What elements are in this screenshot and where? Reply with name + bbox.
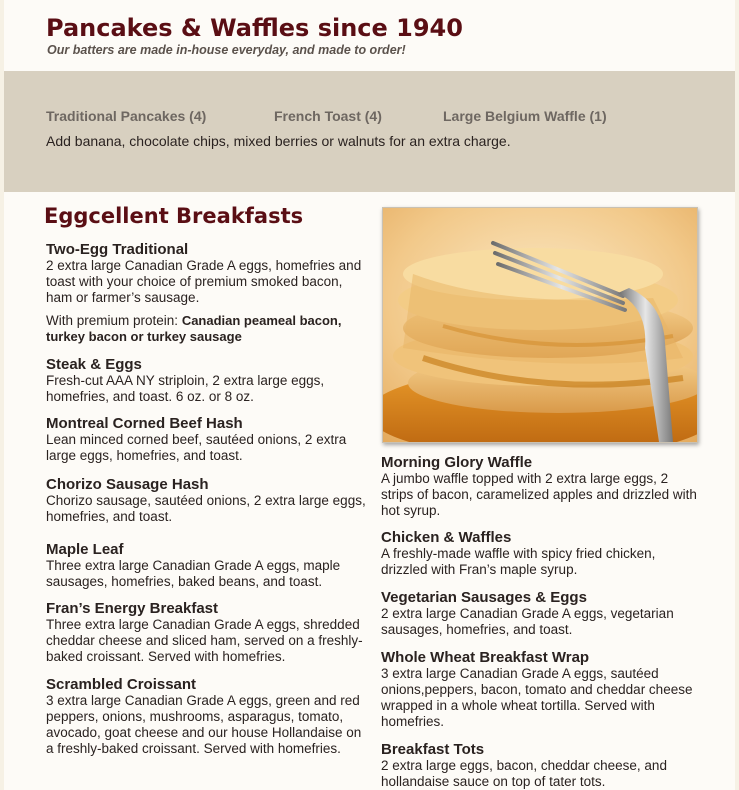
- menu-item: [46, 677, 366, 757]
- menu-item-description: A freshly-made waffle with spicy fried chicken, drizzled with Fran’s maple syrup.: [381, 546, 656, 577]
- menu-item-name: Two-Egg Traditional: [46, 241, 189, 258]
- menu-item: [46, 542, 366, 590]
- menu-item: [46, 242, 366, 345]
- menu-item-name: Montreal Corned Beef Hash: [46, 415, 243, 432]
- menu-item-description: Chorizo sausage, sautéed onions, 2 extra large eggs, homefries, and toast.: [46, 493, 366, 524]
- menu-item-name: Chicken & Waffles: [381, 529, 512, 546]
- menu-item-description: Fresh-cut AAA NY striploin, 2 extra large eggs, homefries, and toast. 6 oz. or 8 oz.: [46, 373, 325, 404]
- premium-protein-note: [46, 313, 366, 345]
- menu-item: [46, 477, 366, 525]
- menu-item-description: 2 extra large Canadian Grade A eggs, homefries and toast with your choice of premium smoked bacon, ham or farmer’s sausage.: [46, 258, 362, 305]
- menu-item: [46, 357, 366, 405]
- page-subtitle: Our batters are made in-house everyday, and made to order!: [47, 43, 406, 57]
- add-on-note: Add banana, chocolate chips, mixed berries or walnuts for an extra charge.: [46, 133, 511, 149]
- menu-item: [381, 650, 701, 730]
- menu-item-description: Three extra large Canadian Grade A eggs, shredded cheddar cheese and sliced ham, served on a freshly-baked croissant. Served with homefries.: [46, 617, 363, 664]
- menu-item-name: Maple Leaf: [46, 541, 124, 558]
- menu-header: [4, 0, 735, 71]
- menu-item: [381, 590, 701, 638]
- category-belgium-waffle: Large Belgium Waffle (1): [443, 108, 607, 124]
- premium-label: With premium protein:: [46, 313, 179, 328]
- menu-item-name: Vegetarian Sausages & Eggs: [381, 589, 587, 606]
- menu-item-description: A jumbo waffle topped with 2 extra large eggs, 2 strips of bacon, caramelized apples and drizzled with hot syrup.: [381, 471, 697, 518]
- menu-item-name: Morning Glory Waffle: [381, 454, 533, 471]
- section-title: Eggcellent Breakfasts: [44, 204, 304, 228]
- menu-item-description: 3 extra large Canadian Grade A eggs, green and red peppers, onions, mushrooms, asparagus, tomato, avocado, goat cheese and our house Hollandaise on a freshly-baked croissant. Served with homefries.: [46, 693, 362, 756]
- menu-item-description: 3 extra large Canadian Grade A eggs, sautéed onions,peppers, bacon, tomato and cheddar cheese wrapped in a whole wheat tortilla. Served with homefries.: [381, 666, 693, 729]
- menu-item-description: Lean minced corned beef, sautéed onions, 2 extra large eggs, homefries, and toast.: [46, 432, 347, 463]
- menu-item-name: Breakfast Tots: [381, 741, 485, 758]
- menu-item-name: Steak & Eggs: [46, 356, 142, 373]
- menu-item: [46, 416, 366, 464]
- menu-item: [381, 742, 701, 790]
- menu-item-name: Chorizo Sausage Hash: [46, 476, 209, 493]
- premium-options: Canadian peameal bacon, turkey bacon or turkey sausage: [46, 313, 342, 344]
- category-french-toast: French Toast (4): [274, 108, 382, 124]
- pancake-stack-image: [383, 208, 697, 442]
- menu-item: [381, 455, 701, 519]
- menu-item-description: 2 extra large eggs, bacon, cheddar cheese, and hollandaise sauce on top of tater tots.: [381, 758, 667, 789]
- menu-item: [46, 601, 366, 665]
- menu-item-name: Whole Wheat Breakfast Wrap: [381, 649, 590, 666]
- menu-item-name: Scrambled Croissant: [46, 676, 197, 693]
- menu-item-name: Fran’s Energy Breakfast: [46, 600, 219, 617]
- menu-item-description: 2 extra large Canadian Grade A eggs, vegetarian sausages, homefries, and toast.: [381, 606, 674, 637]
- pancake-photo: [382, 207, 698, 443]
- page-title: Pancakes & Waffles since 1940: [46, 14, 463, 42]
- pancake-waffle-band: [4, 71, 735, 192]
- category-traditional-pancakes: Traditional Pancakes (4): [46, 108, 207, 124]
- menu-item-description: Three extra large Canadian Grade A eggs, maple sausages, homefries, baked beans, and toast.: [46, 558, 341, 589]
- menu-item: [381, 530, 701, 578]
- menu-page: [4, 0, 735, 790]
